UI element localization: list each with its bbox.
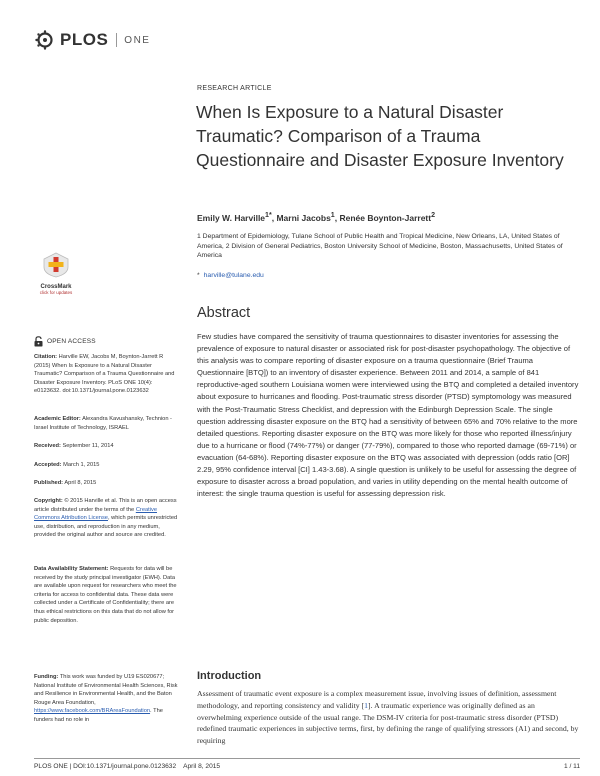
author-name[interactable]: Emily W. Harville [197,212,266,223]
open-access-label: OPEN ACCESS [47,338,96,345]
editor-text: Alexandra Kavushansky, Technion - Israel Institute of Technology, ISRAEL [34,416,172,431]
author-affiliation-marker: 2 [431,211,436,219]
introduction-heading: Introduction [197,670,262,682]
accepted-label: Accepted: [34,462,62,468]
published-date: April 8, 2015 [64,480,97,486]
editor-block [34,415,180,432]
citation-text: Harville EW, Jacobs M, Boynton-Jarrett R (2015) When Is Exposure to a Natural Disaster Traumatic? Comparison of a Trauma Questionnaire and Disaster Exposure Inventory. PLoS ONE 10(4): e0123632. doi:10.1371/journal.pone.0123632 [34,354,175,395]
citation-label: Citation: [34,354,58,360]
footer-citation: PLOS ONE | DOI:10.1371/journal.pone.0123632 April 8, 2015 [34,763,221,770]
citation-block [34,353,180,396]
received-label: Received: [34,443,61,449]
published-block [34,479,180,488]
email-link[interactable]: harville@tulane.edu [203,272,264,279]
funding-text-end: . The funders had no role in [34,708,163,723]
crossmark-badge[interactable] [34,252,78,295]
author-list [197,211,435,223]
logo-plos-text: PLOS [60,30,109,49]
journal-logo [34,30,150,50]
published-label: Published: [34,480,64,486]
footer-divider [34,758,580,759]
logo-divider [116,33,117,47]
editor-label: Academic Editor: [34,416,81,422]
copyright-label: Copyright: [34,498,63,504]
logo-one-text: ONE [124,34,151,46]
introduction-text [197,688,580,747]
funding-label: Funding: [34,674,59,680]
crossmark-icon [41,252,71,278]
article-type: RESEARCH ARTICLE [197,85,272,92]
article-title: When Is Exposure to a Natural Disaster Traumatic? Comparison of a Trauma Questionnaire and Disaster Exposure Inventory [196,102,564,170]
crossmark-sublabel: click for updates [39,290,73,295]
author-separator: , [334,212,340,223]
open-access-badge [34,336,96,347]
data-availability-text: Requests for data will be received by the study principal investigator (EWH). Data are available upon request for researchers who meet the criteria for access to confidential data. These data were collected under a Certificate of Confidentiality; there are thus ethical restrictions on this data that do not allow for public deposition. [34,566,177,624]
author-affiliation-marker: 1 [330,211,335,219]
copyright-text-end: , which permits unrestricted use, distribution, and reproduction in any medium, provided the original author and source are credited. [34,515,178,539]
plos-logo-icon [34,30,56,50]
abstract-heading: Abstract [197,305,251,321]
crossmark-label: CrossMark [40,284,72,290]
abstract-text: Few studies have compared the sensitivity of trauma questionnaires to disaster inventories for assessing the prevalence of exposure to natural disaster or associated risk for post-disaster psychopathology. The objective of this analysis was to compare reporting of disaster exposure on a trauma questionnaire (Brief Trauma Questionnaire [BTQ]) to an inventory of disaster experience. Between 2011 and 2014, a sample of 841 reproductive-aged southern Louisiana women were interviewed using the BTQ and completed a detailed inventory about exposure to hurricanes and flooding. Post-traumatic stress disorder (PTSD) symptomology was measured with the Post-Traumatic Stress Checklist, and depression with the Edinburgh Depression Scale. The single question addressing disaster exposure on the BTQ had a sensitivity of between 65% and 70% relative to the more detailed questions. Reporting disaster exposure on the BTQ was more likely for those who reported illness/injury due to a hurricane or flood (74%-77%) or danger (77-79%), compared to those who reported damage (69-71%) or evacuation (64-68%). Reporting disaster exposure on the BTQ was associated with depression (odds ratio [OR] 2.29, 95% confidence interval [CI] 1.43-3.68). A single question is unlikely to be useful for assessing the degree of exposure to disaster across a broad population, and varies in utility depending on the mental health outcome of interest: the single trauma question is useful for assessing depression risk. [197,332,579,499]
received-date: September 11, 2014 [62,443,114,449]
author-separator: , [271,212,277,223]
copyright-text: © 2015 Harville et al. This is an open access article distributed under the terms of the [34,498,177,513]
page-number: 1 / 11 [563,763,580,770]
data-availability-label: Data Availability Statement: [34,566,109,572]
author-name[interactable]: Marni Jacobs [276,212,331,223]
data-availability-block [34,565,180,625]
funding-link[interactable]: https://www.facebook.com/BRAreaFoundation [34,708,151,715]
funding-block [34,673,180,725]
introduction-text-part: ]. A traumatic experience was originally defined as an overwhelming experience outside of the usual range. The DSM-IV criteria for post-traumatic stress disorder (PTSD) redefined traumatic experiences in subjective terms, first, by defining the range of qualifying stressors (A1) and second, by requiring [197,700,579,746]
reference-link[interactable]: 1 [364,700,369,710]
license-link[interactable]: Creative Commons Attribution License [34,506,157,522]
accepted-date: March 1, 2015 [63,462,100,468]
author-affiliation-marker: 1* [265,211,272,219]
author-name[interactable]: Renée Boynton-Jarrett [339,212,432,223]
accepted-block [34,461,180,470]
email-marker: * [197,272,200,279]
corresponding-email [197,272,264,279]
open-lock-icon [34,336,43,347]
received-block [34,442,180,451]
affiliations: 1 Department of Epidemiology, Tulane School of Public Health and Tropical Medicine, New Orleans, LA, United States of America, 2 Division of General Pediatrics, Boston University School of Medicine, Boston, Massachusetts, United States of America [197,233,563,260]
introduction-text-part: Assessment of traumatic event exposure is a complex measurement issue, involving issues of definition, assessment methodology, and reporting consistency and validity [ [197,689,557,710]
copyright-block [34,497,180,540]
funding-text: This work was funded by U19 ES020677; National Institute of Environmental Health Sciences, Risk and Resilience in Environmental Health, and the Baton Rouge Area Foundation, [34,674,178,706]
